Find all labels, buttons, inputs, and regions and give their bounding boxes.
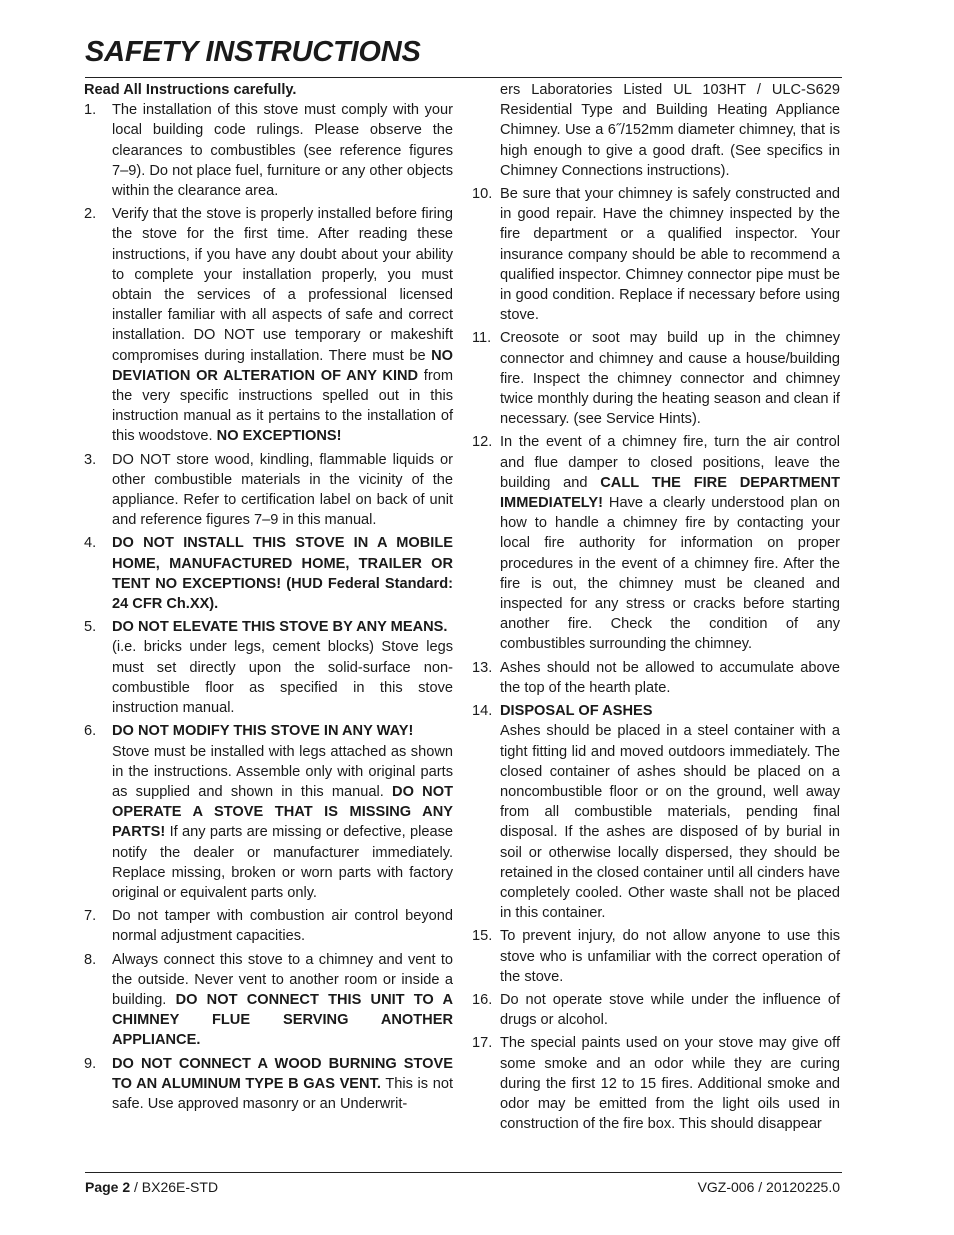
list-item xyxy=(84,1054,453,1115)
item-number: 1. xyxy=(84,102,97,119)
item-emphasis: DO NOT OPERATE A STOVE THAT IS MISSING ANY PARTS! xyxy=(112,783,453,841)
item-text: The installation of this stove must comply with your local building code rulings. Please observe the clearances to combustibles (see reference figures 7–9). Do not place fuel, furniture or any other objects within the clearance area. xyxy=(112,102,453,200)
list-item xyxy=(84,533,453,614)
item-number: 11. xyxy=(472,330,492,347)
page-number: Page 2 xyxy=(85,1179,131,1195)
item-text xyxy=(112,721,453,903)
item-number: 15. xyxy=(472,928,493,945)
item-number: 3. xyxy=(84,451,97,468)
list-item xyxy=(84,204,453,446)
list-item xyxy=(84,450,453,531)
left-column xyxy=(84,80,453,1117)
intro-heading: Read All Instructions carefully. xyxy=(84,82,297,98)
item-number: 17. xyxy=(472,1035,493,1052)
item-text: DO NOT store wood, kindling, flammable liquids or other combustible materials in the vicinity of the appliance. Refer to certification label on back of unit and reference figures 7–9 in this manual. xyxy=(112,451,453,529)
item-number: 6. xyxy=(84,723,97,740)
item-text xyxy=(112,204,453,446)
right-column xyxy=(472,80,840,1137)
list-item xyxy=(472,658,840,698)
list-item xyxy=(84,100,453,201)
item-text: The special paints used on your stove may give off some smoke and an odor while they are curing during the first 12 to 15 fires. Additional smoke and odor may be emitted from the light oils used in construction of the fire box. This should disappear xyxy=(500,1035,840,1133)
item-emphasis: DO NOT CONNECT THIS UNIT TO A CHIMNEY FLUE SERVING ANOTHER APPLIANCE. xyxy=(112,991,453,1049)
item-emphasis: NO EXCEPTIONS! xyxy=(216,428,342,445)
item-number: 16. xyxy=(472,991,493,1008)
page-title: SAFETY INSTRUCTIONS xyxy=(85,36,421,68)
item-text-part: Have a clearly understood plan on how to handle a chimney fire by contacting your local fire authority for information on proper procedures in the event of a chimney fire. After the fire is out, the chimney must be cleaned and inspected for any stress or cracks before starting another fire. Check the condition of any combustibles surrounding the chimney. xyxy=(500,495,840,653)
item-text: To prevent injury, do not allow anyone to use this stove who is unfamiliar with the correct operation of the stove. xyxy=(500,928,840,985)
list-item xyxy=(84,950,453,1051)
item-continuation: ers Laboratories Listed UL 103HT / ULC-S629 Residential Type and Building Heating Appliance Chimney. Use a 6˝/152mm diameter chimney, that is high enough to give a good draft. (See specifics in Chimney Connections instructions). xyxy=(500,82,840,179)
item-text xyxy=(112,1054,453,1115)
item-text xyxy=(112,617,453,718)
item-number: 9. xyxy=(84,1055,97,1072)
item-number: 12. xyxy=(472,434,493,451)
item-number: 5. xyxy=(84,619,97,636)
item-emphasis: CALL THE FIRE DEPARTMENT IMMEDIATELY! xyxy=(500,474,840,512)
list-item xyxy=(472,990,840,1030)
list-item xyxy=(84,721,453,903)
item-text xyxy=(112,950,453,1051)
item-number: 14. xyxy=(472,703,493,720)
item-text-part: Ashes should be placed in a steel container with a tight fitting lid and moved outdoors immediately. The closed container of ashes should be placed on a noncombustible floor or on the ground, well away from all combustible materials, pending final disposal. If the ashes are disposed of by burial in soil or otherwise locally dispersed, they should be retained in the closed container until all cinders have completely cooled. Other waste shall not be placed in this container. xyxy=(500,723,840,922)
item-text-part: (i.e. bricks under legs, cement blocks) Stove legs must set directly upon the solid-surface non-combustible floor as specified in this stove instruction manual. xyxy=(112,639,453,717)
item-text-part: If any parts are missing or defective, please notify the dealer or manufacturer immediately. Replace missing, broken or worn parts with factory original or equivalent parts only. xyxy=(112,824,453,901)
item-text-part: Verify that the stove is properly installed before firing the stove for the first time. After reading these instructions, if you have any doubt about your ability to complete your installation properly, you must obtain the services of a professional licensed installer familiar with all aspects of safe and correct installation. DO NOT use temporary or makeshift compromises during installation. There must be xyxy=(112,206,453,364)
item-number: 8. xyxy=(84,951,97,968)
item-number: 2. xyxy=(84,206,97,223)
item-text xyxy=(500,432,840,654)
item-text: Do not operate stove while under the influence of drugs or alcohol. xyxy=(500,991,840,1029)
item-number: 4. xyxy=(84,535,97,552)
footer-document-id: VGZ-006 / 20120225.0 xyxy=(697,1179,840,1195)
item-number: 10. xyxy=(472,186,493,203)
item-emphasis: NO DEVIATION OR ALTERATION OF ANY KIND xyxy=(112,347,453,384)
item-text-part: from the very specific instructions spelled out in this instruction manual as it pertains to the installation of this woodstove. xyxy=(112,367,453,445)
item-text xyxy=(500,701,840,923)
item-text: Be sure that your chimney is safely constructed and in good repair. Have the chimney inspected by the fire department or a qualified inspector. Your insurance company should be able to recommend a qualified inspector. Chimney connector pipe must be in good condition. Replace if necessary before using stove. xyxy=(500,186,840,324)
item-text-part: Always connect this stove to a chimney and vent to the outside. Never vent to another room or inside a building. xyxy=(112,951,453,1008)
list-item xyxy=(84,617,453,718)
item-emphasis: DISPOSAL OF ASHES xyxy=(500,703,653,720)
item-emphasis: DO NOT INSTALL THIS STOVE IN A MOBILE HOME, MANUFACTURED HOME, TRAILER OR TENT NO EXCEPTIONS! (HUD Federal Standard: 24 CFR Ch.XX). xyxy=(112,535,453,613)
item-number: 13. xyxy=(472,659,493,676)
model-number: / BX26E-STD xyxy=(130,1179,219,1195)
footer-rule xyxy=(85,1172,842,1173)
item-text: Do not tamper with combustion air control beyond normal adjustment capacities. xyxy=(112,908,453,945)
list-item xyxy=(472,432,840,654)
item-text: Ashes should not be allowed to accumulate above the top of the hearth plate. xyxy=(500,659,840,696)
item-text: Creosote or soot may build up in the chimney connector and chimney and cause a house/building fire. Inspect the chimney connector and chimney twice monthly during the heating season and clean if necessary. (see Service Hints). xyxy=(500,330,840,428)
header-rule xyxy=(85,77,842,78)
item-text-part: This is not safe. Use approved masonry or an Underwrit- xyxy=(112,1075,453,1112)
list-item xyxy=(472,926,840,987)
item-emphasis: DO NOT ELEVATE THIS STOVE BY ANY MEANS. xyxy=(112,619,448,636)
item-emphasis: DO NOT MODIFY THIS STOVE IN ANY WAY! xyxy=(112,723,414,740)
item-emphasis: DO NOT CONNECT A WOOD BURNING STOVE TO AN ALUMINUM TYPE B GAS VENT. xyxy=(112,1055,453,1092)
list-item xyxy=(472,701,840,923)
item-text-part: In the event of a chimney fire, turn the air control and flue damper to closed positions, leave the building and xyxy=(500,434,840,491)
list-item xyxy=(472,1033,840,1134)
footer-page-info xyxy=(85,1179,218,1195)
item-text-part: Stove must be installed with legs attached as shown in the instructions. Assemble only with original parts as supplied and shown in this manual. xyxy=(112,743,453,800)
list-item xyxy=(84,906,453,946)
list-item xyxy=(472,184,840,325)
list-item xyxy=(472,328,840,429)
item-number: 7. xyxy=(84,908,97,925)
